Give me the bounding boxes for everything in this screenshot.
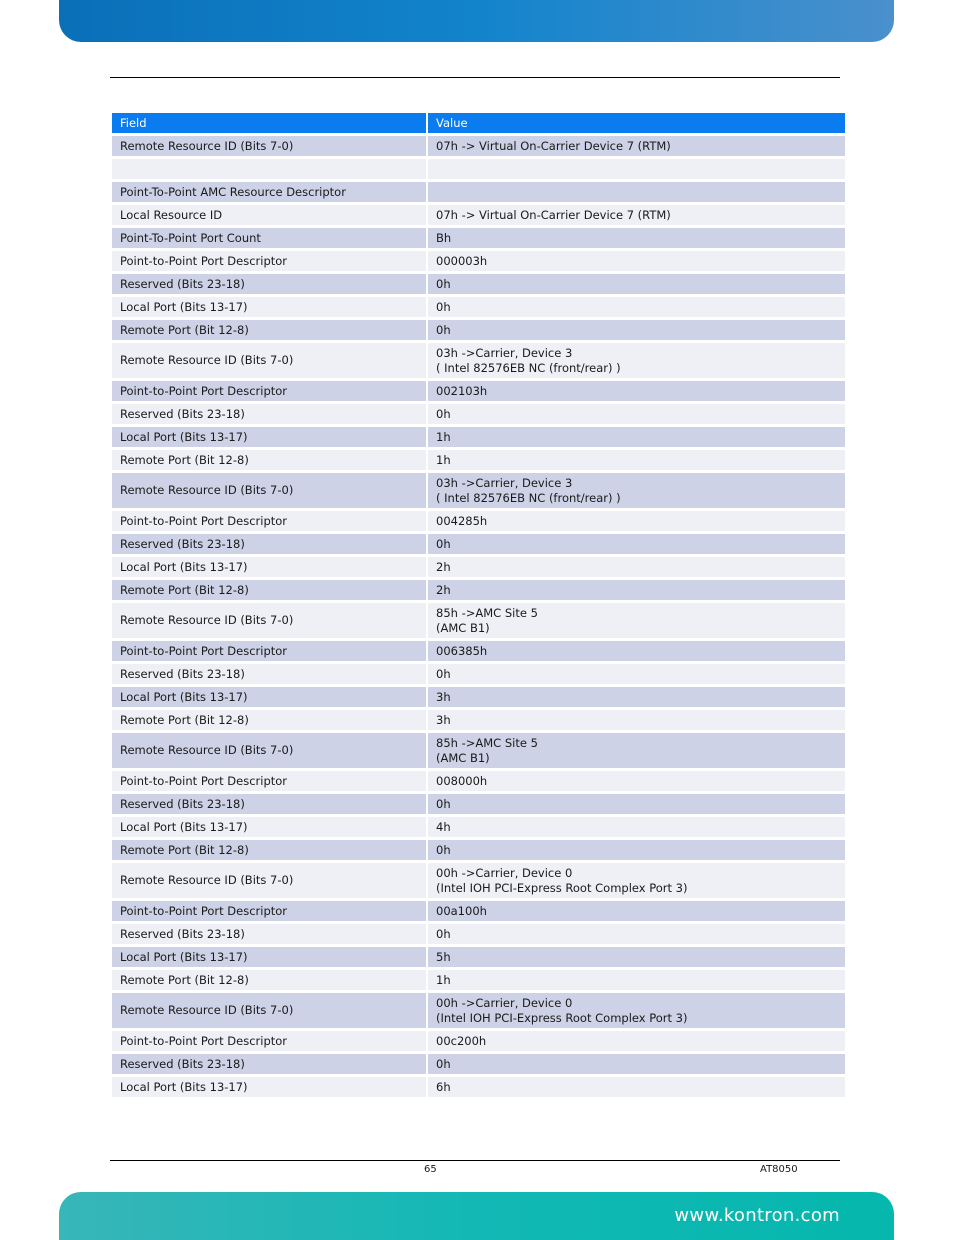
value-cell bbox=[428, 840, 845, 863]
value-line: 6h bbox=[436, 1079, 451, 1094]
value-cell bbox=[428, 1031, 845, 1054]
value-line: 3h bbox=[436, 712, 451, 727]
table-row bbox=[112, 251, 845, 274]
value-line: 0h bbox=[436, 406, 451, 421]
value-line-2: (Intel IOH PCI-Express Root Complex Port 3) bbox=[436, 1010, 688, 1025]
table-header-row bbox=[112, 113, 845, 136]
table-row bbox=[112, 641, 845, 664]
value-line: 85h ->AMC Site 5 bbox=[436, 735, 538, 750]
field-cell: Point-To-Point Port Count bbox=[112, 228, 428, 251]
value-cell bbox=[428, 947, 845, 970]
value-cell bbox=[428, 534, 845, 557]
value-line-2: (AMC B1) bbox=[436, 620, 490, 635]
value-line: 03h ->Carrier, Device 3 bbox=[436, 475, 573, 490]
value-line: 4h bbox=[436, 819, 451, 834]
value-line: 3h bbox=[436, 689, 451, 704]
value-line: 07h -> Virtual On-Carrier Device 7 (RTM) bbox=[436, 138, 671, 153]
value-line: 002103h bbox=[436, 383, 488, 398]
value-line: 5h bbox=[436, 949, 451, 964]
value-line: 2h bbox=[436, 559, 451, 574]
value-line: 2h bbox=[436, 582, 451, 597]
value-cell bbox=[428, 343, 845, 381]
value-line: Bh bbox=[436, 230, 452, 245]
value-cell bbox=[428, 320, 845, 343]
table-row bbox=[112, 1077, 845, 1100]
field-cell: Remote Port (Bit 12-8) bbox=[112, 580, 428, 603]
value-cell bbox=[428, 817, 845, 840]
value-cell bbox=[428, 450, 845, 473]
table-row bbox=[112, 228, 845, 251]
value-line-2: (AMC B1) bbox=[436, 750, 490, 765]
field-cell: Remote Resource ID (Bits 7-0) bbox=[112, 343, 428, 381]
value-cell bbox=[428, 794, 845, 817]
spec-table bbox=[112, 113, 845, 1100]
table-row bbox=[112, 159, 845, 182]
value-cell bbox=[428, 274, 845, 297]
value-cell bbox=[428, 297, 845, 320]
value-line: 00h ->Carrier, Device 0 bbox=[436, 865, 573, 880]
value-line-2: ( Intel 82576EB NC (front/rear) ) bbox=[436, 360, 621, 375]
value-line: 00a100h bbox=[436, 903, 487, 918]
value-cell bbox=[428, 641, 845, 664]
table-row bbox=[112, 534, 845, 557]
table-row bbox=[112, 603, 845, 641]
table-row bbox=[112, 947, 845, 970]
field-cell: Point-To-Point AMC Resource Descriptor bbox=[112, 182, 428, 205]
header-value: Value bbox=[428, 113, 845, 136]
table-row bbox=[112, 771, 845, 794]
field-cell: Point-to-Point Port Descriptor bbox=[112, 511, 428, 534]
value-line-2: ( Intel 82576EB NC (front/rear) ) bbox=[436, 490, 621, 505]
bottom-banner bbox=[59, 1192, 894, 1240]
value-cell bbox=[428, 664, 845, 687]
field-cell: Local Port (Bits 13-17) bbox=[112, 687, 428, 710]
value-line: 85h ->AMC Site 5 bbox=[436, 605, 538, 620]
value-line: 000003h bbox=[436, 253, 488, 268]
table-row bbox=[112, 205, 845, 228]
value-line: 03h ->Carrier, Device 3 bbox=[436, 345, 573, 360]
value-cell bbox=[428, 427, 845, 450]
field-cell: Local Port (Bits 13-17) bbox=[112, 947, 428, 970]
value-line-2: (Intel IOH PCI-Express Root Complex Port 3) bbox=[436, 880, 688, 895]
field-cell: Remote Resource ID (Bits 7-0) bbox=[112, 603, 428, 641]
value-cell bbox=[428, 710, 845, 733]
field-cell: Reserved (Bits 23-18) bbox=[112, 794, 428, 817]
table-row bbox=[112, 580, 845, 603]
top-banner bbox=[59, 0, 894, 42]
table-row bbox=[112, 182, 845, 205]
page-number: 65 bbox=[424, 1164, 437, 1175]
value-cell bbox=[428, 381, 845, 404]
value-cell bbox=[428, 603, 845, 641]
field-cell bbox=[112, 159, 428, 182]
value-cell bbox=[428, 205, 845, 228]
table-row bbox=[112, 840, 845, 863]
table-row bbox=[112, 274, 845, 297]
value-line: 0h bbox=[436, 842, 451, 857]
value-cell bbox=[428, 404, 845, 427]
field-cell: Point-to-Point Port Descriptor bbox=[112, 901, 428, 924]
table-row bbox=[112, 970, 845, 993]
website-link[interactable]: www.kontron.com bbox=[674, 1205, 840, 1226]
table-row bbox=[112, 343, 845, 381]
field-cell: Local Port (Bits 13-17) bbox=[112, 297, 428, 320]
table-row bbox=[112, 733, 845, 771]
field-cell: Reserved (Bits 23-18) bbox=[112, 924, 428, 947]
field-cell: Local Resource ID bbox=[112, 205, 428, 228]
field-cell: Remote Resource ID (Bits 7-0) bbox=[112, 863, 428, 901]
table-row bbox=[112, 924, 845, 947]
field-cell: Reserved (Bits 23-18) bbox=[112, 1054, 428, 1077]
field-cell: Point-to-Point Port Descriptor bbox=[112, 251, 428, 274]
value-cell bbox=[428, 473, 845, 511]
value-cell bbox=[428, 136, 845, 159]
table-row bbox=[112, 450, 845, 473]
field-cell: Point-to-Point Port Descriptor bbox=[112, 1031, 428, 1054]
field-cell: Remote Port (Bit 12-8) bbox=[112, 320, 428, 343]
value-cell bbox=[428, 863, 845, 901]
value-line: 0h bbox=[436, 796, 451, 811]
value-cell bbox=[428, 182, 845, 205]
document-id: AT8050 bbox=[760, 1164, 798, 1175]
value-cell bbox=[428, 557, 845, 580]
value-cell bbox=[428, 924, 845, 947]
table-row bbox=[112, 381, 845, 404]
field-cell: Reserved (Bits 23-18) bbox=[112, 404, 428, 427]
table-row bbox=[112, 710, 845, 733]
field-cell: Remote Port (Bit 12-8) bbox=[112, 970, 428, 993]
value-line: 0h bbox=[436, 926, 451, 941]
table-row bbox=[112, 557, 845, 580]
value-line: 1h bbox=[436, 429, 451, 444]
table-row bbox=[112, 136, 845, 159]
value-cell bbox=[428, 159, 845, 182]
value-cell bbox=[428, 251, 845, 274]
table-row bbox=[112, 817, 845, 840]
value-line: 00c200h bbox=[436, 1033, 487, 1048]
field-cell: Reserved (Bits 23-18) bbox=[112, 274, 428, 297]
field-cell: Remote Resource ID (Bits 7-0) bbox=[112, 136, 428, 159]
value-cell bbox=[428, 580, 845, 603]
value-cell bbox=[428, 733, 845, 771]
table-row bbox=[112, 404, 845, 427]
field-cell: Remote Port (Bit 12-8) bbox=[112, 840, 428, 863]
table-row bbox=[112, 473, 845, 511]
value-cell bbox=[428, 687, 845, 710]
header-field: Field bbox=[112, 113, 428, 136]
table-row bbox=[112, 320, 845, 343]
footer-rule bbox=[110, 1160, 840, 1161]
value-line: 00h ->Carrier, Device 0 bbox=[436, 995, 573, 1010]
field-cell: Reserved (Bits 23-18) bbox=[112, 664, 428, 687]
field-cell: Remote Resource ID (Bits 7-0) bbox=[112, 993, 428, 1031]
field-cell: Local Port (Bits 13-17) bbox=[112, 557, 428, 580]
value-cell bbox=[428, 511, 845, 534]
value-line: 004285h bbox=[436, 513, 488, 528]
value-cell bbox=[428, 993, 845, 1031]
value-line: 07h -> Virtual On-Carrier Device 7 (RTM) bbox=[436, 207, 671, 222]
value-line: 0h bbox=[436, 299, 451, 314]
value-cell bbox=[428, 970, 845, 993]
field-cell: Reserved (Bits 23-18) bbox=[112, 534, 428, 557]
value-line: 0h bbox=[436, 536, 451, 551]
table-row bbox=[112, 687, 845, 710]
value-line: 0h bbox=[436, 322, 451, 337]
table-row bbox=[112, 427, 845, 450]
table-row bbox=[112, 297, 845, 320]
field-cell: Point-to-Point Port Descriptor bbox=[112, 381, 428, 404]
value-cell bbox=[428, 1054, 845, 1077]
table-row bbox=[112, 511, 845, 534]
value-cell bbox=[428, 1077, 845, 1100]
field-cell: Point-to-Point Port Descriptor bbox=[112, 771, 428, 794]
value-line: 0h bbox=[436, 276, 451, 291]
table-row bbox=[112, 863, 845, 901]
value-line: 1h bbox=[436, 972, 451, 987]
value-cell bbox=[428, 771, 845, 794]
header-rule bbox=[110, 77, 840, 78]
field-cell: Local Port (Bits 13-17) bbox=[112, 817, 428, 840]
value-line: 1h bbox=[436, 452, 451, 467]
field-cell: Remote Resource ID (Bits 7-0) bbox=[112, 733, 428, 771]
field-cell: Local Port (Bits 13-17) bbox=[112, 1077, 428, 1100]
field-cell: Remote Port (Bit 12-8) bbox=[112, 450, 428, 473]
value-line: 0h bbox=[436, 1056, 451, 1071]
field-cell: Local Port (Bits 13-17) bbox=[112, 427, 428, 450]
table-row bbox=[112, 794, 845, 817]
table-row bbox=[112, 1054, 845, 1077]
table-row bbox=[112, 993, 845, 1031]
value-line: 0h bbox=[436, 666, 451, 681]
field-cell: Point-to-Point Port Descriptor bbox=[112, 641, 428, 664]
field-cell: Remote Resource ID (Bits 7-0) bbox=[112, 473, 428, 511]
table-body bbox=[112, 136, 845, 1100]
table-row bbox=[112, 901, 845, 924]
table-row bbox=[112, 1031, 845, 1054]
value-cell bbox=[428, 901, 845, 924]
value-cell bbox=[428, 228, 845, 251]
field-cell: Remote Port (Bit 12-8) bbox=[112, 710, 428, 733]
value-line: 008000h bbox=[436, 773, 488, 788]
value-line: 006385h bbox=[436, 643, 488, 658]
table-row bbox=[112, 664, 845, 687]
